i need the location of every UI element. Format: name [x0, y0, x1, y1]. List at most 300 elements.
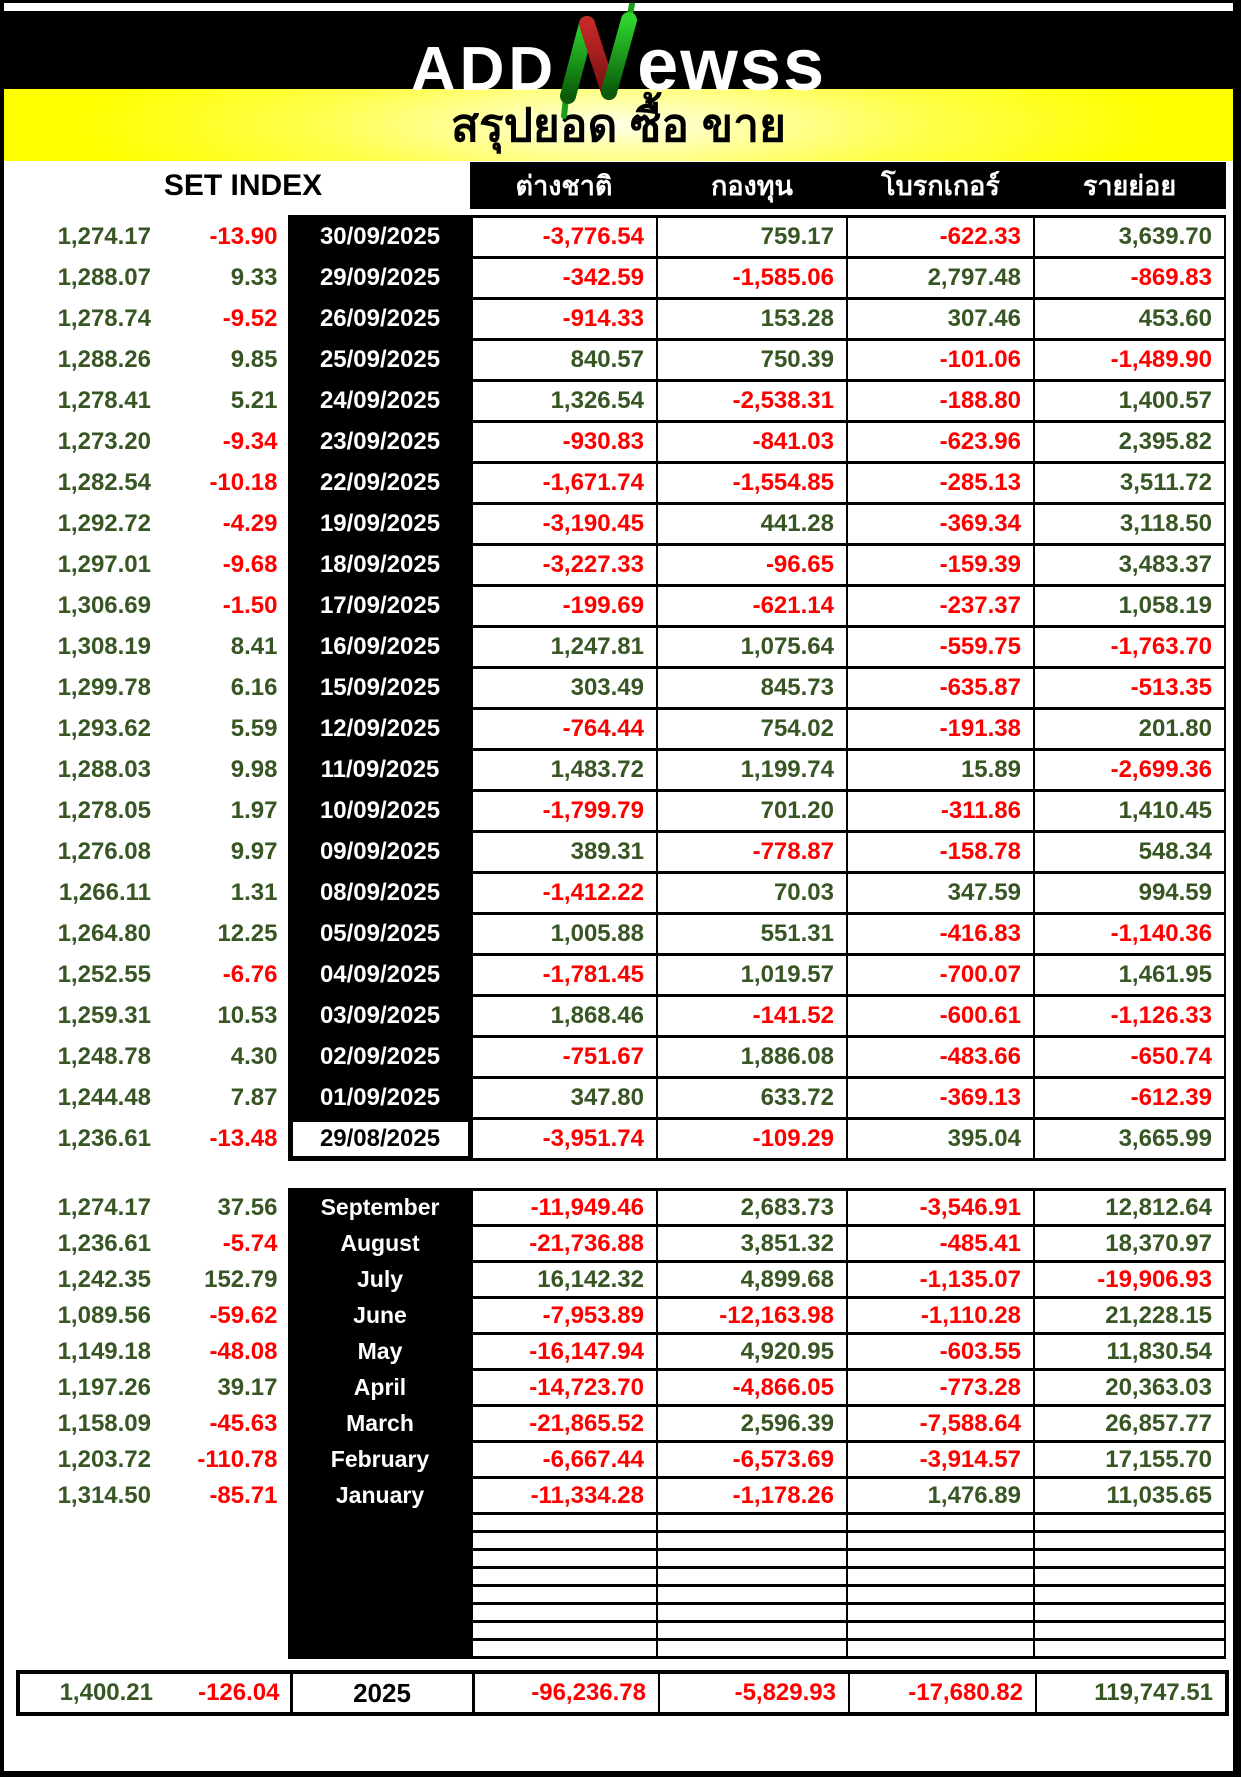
daily-row — [16, 422, 1225, 463]
set-index-value: 1,288.03 — [57, 756, 151, 783]
broker-cell: -237.37 — [847, 586, 1034, 627]
daily-row — [16, 627, 1225, 668]
retail-cell: 17,155.70 — [1034, 1442, 1225, 1478]
daily-row — [16, 381, 1225, 422]
month-cell: July — [289, 1262, 471, 1298]
retail-cell: 1,400.57 — [1034, 381, 1225, 422]
fund-cell: 1,199.74 — [657, 750, 847, 791]
foreign-investor-cell — [471, 1604, 657, 1622]
set-index-value: 1,242.35 — [57, 1265, 151, 1293]
retail-cell: 11,830.54 — [1034, 1334, 1225, 1370]
set-index-change: -110.78 — [197, 1445, 278, 1473]
foreign-investor-cell: 840.57 — [471, 340, 657, 381]
month-cell: February — [289, 1442, 471, 1478]
empty-date-cell — [289, 1514, 471, 1532]
broker-cell: -285.13 — [847, 463, 1034, 504]
candlestick-n-icon — [559, 12, 639, 108]
date-cell: 16/09/2025 — [289, 627, 471, 668]
month-cell: May — [289, 1334, 471, 1370]
daily-row — [16, 504, 1225, 545]
foreign-investor-cell: 1,247.81 — [471, 627, 657, 668]
total-table-body — [18, 1672, 1227, 1714]
set-index-change: 9.97 — [230, 838, 278, 865]
set-index-change: -4.29 — [222, 510, 278, 537]
column-header-retail: รายย่อย — [1034, 163, 1225, 208]
retail-cell: 3,511.72 — [1034, 463, 1225, 504]
broker-cell: -191.38 — [847, 709, 1034, 750]
empty-date-cell — [289, 1640, 471, 1658]
retail-cell: -1,126.33 — [1034, 996, 1225, 1037]
daily-row — [16, 668, 1225, 709]
addnewss-logo — [410, 0, 827, 106]
retail-cell — [1034, 1604, 1225, 1622]
retail-cell — [1034, 1550, 1225, 1568]
fund-cell — [657, 1604, 847, 1622]
empty-row — [16, 1586, 1225, 1604]
retail-cell: 201.80 — [1034, 709, 1225, 750]
broker-cell — [847, 1514, 1034, 1532]
fund-cell: -141.52 — [657, 996, 847, 1037]
broker-cell — [847, 1622, 1034, 1640]
retail-cell: 26,857.77 — [1034, 1406, 1225, 1442]
retail-cell: 3,665.99 — [1034, 1119, 1225, 1160]
foreign-investor-cell: -342.59 — [471, 258, 657, 299]
daily-row — [16, 832, 1225, 873]
set-index-change: -1.50 — [222, 592, 278, 619]
foreign-investor-cell: -3,227.33 — [471, 545, 657, 586]
foreign-investor-cell: -764.44 — [471, 709, 657, 750]
retail-cell: 994.59 — [1034, 873, 1225, 914]
set-index-value: 1,278.05 — [57, 797, 151, 824]
set-index-value — [16, 1604, 161, 1622]
fund-cell: 1,019.57 — [657, 955, 847, 996]
retail-cell: 453.60 — [1034, 299, 1225, 340]
retail-cell: 119,747.51 — [1036, 1672, 1227, 1714]
date-cell: 22/09/2025 — [289, 463, 471, 504]
empty-date-cell — [289, 1568, 471, 1586]
broker-cell: -3,546.91 — [847, 1190, 1034, 1226]
foreign-investor-cell: -3,190.45 — [471, 504, 657, 545]
fund-cell: 441.28 — [657, 504, 847, 545]
set-index-change — [161, 1550, 289, 1568]
date-cell: 29/08/2025 — [289, 1119, 471, 1160]
set-index-value: 1,197.26 — [57, 1373, 151, 1401]
broker-cell: -622.33 — [847, 217, 1034, 258]
date-cell: 09/09/2025 — [289, 832, 471, 873]
set-index-change: 9.98 — [230, 756, 278, 783]
monthly-row — [16, 1190, 1225, 1226]
broker-cell: -603.55 — [847, 1334, 1034, 1370]
set-index-change: 7.87 — [230, 1084, 278, 1111]
fund-cell: 2,683.73 — [657, 1190, 847, 1226]
retail-cell: -612.39 — [1034, 1078, 1225, 1119]
fund-cell: 759.17 — [657, 217, 847, 258]
foreign-investor-cell: 303.49 — [471, 668, 657, 709]
fund-cell: -1,554.85 — [657, 463, 847, 504]
set-index-value: 1,248.78 — [57, 1043, 151, 1070]
set-index-value: 1,266.11 — [58, 879, 151, 906]
broker-cell: -773.28 — [847, 1370, 1034, 1406]
set-index-change: 10.53 — [217, 1002, 278, 1029]
broker-cell: -369.34 — [847, 504, 1034, 545]
month-cell: June — [289, 1298, 471, 1334]
daily-row — [16, 545, 1225, 586]
set-index-value: 1,288.26 — [57, 346, 151, 373]
set-index-value: 1,314.50 — [57, 1481, 151, 1509]
broker-cell: -1,135.07 — [847, 1262, 1034, 1298]
fund-cell: 4,899.68 — [657, 1262, 847, 1298]
set-index-change: -5.74 — [222, 1229, 278, 1257]
empty-row — [16, 1622, 1225, 1640]
fund-cell — [657, 1532, 847, 1550]
foreign-investor-cell: 1,005.88 — [471, 914, 657, 955]
retail-cell: 3,118.50 — [1034, 504, 1225, 545]
set-index-value: 1,278.41 — [57, 387, 151, 414]
broker-cell: 2,797.48 — [847, 258, 1034, 299]
set-index-change: -45.63 — [209, 1409, 278, 1437]
broker-cell: -17,680.82 — [849, 1672, 1036, 1714]
broker-cell: -159.39 — [847, 545, 1034, 586]
broker-cell: -483.66 — [847, 1037, 1034, 1078]
broker-cell: -700.07 — [847, 955, 1034, 996]
monthly-row — [16, 1370, 1225, 1406]
foreign-investor-cell — [471, 1550, 657, 1568]
empty-row — [16, 1532, 1225, 1550]
daily-row — [16, 340, 1225, 381]
monthly-row — [16, 1226, 1225, 1262]
broker-cell: -7,588.64 — [847, 1406, 1034, 1442]
daily-row — [16, 299, 1225, 340]
set-index-value: 1,278.74 — [57, 305, 151, 332]
daily-row — [16, 996, 1225, 1037]
empty-row — [16, 1604, 1225, 1622]
empty-row — [16, 1568, 1225, 1586]
date-cell: 24/09/2025 — [289, 381, 471, 422]
foreign-investor-cell — [471, 1586, 657, 1604]
foreign-investor-cell: -21,736.88 — [471, 1226, 657, 1262]
broker-cell: 15.89 — [847, 750, 1034, 791]
set-index-change: -10.18 — [209, 469, 278, 496]
month-cell: April — [289, 1370, 471, 1406]
empty-date-cell — [289, 1622, 471, 1640]
retail-cell: 12,812.64 — [1034, 1190, 1225, 1226]
set-index-change: 152.79 — [204, 1265, 278, 1293]
set-index-change: 8.41 — [230, 633, 278, 660]
daily-row — [16, 1078, 1225, 1119]
empty-date-cell — [289, 1604, 471, 1622]
fund-cell — [657, 1568, 847, 1586]
foreign-investor-cell: -1,799.79 — [471, 791, 657, 832]
daily-row — [16, 914, 1225, 955]
daily-row — [16, 791, 1225, 832]
year-total-cell: 2025 — [291, 1672, 473, 1714]
broker-cell: -623.96 — [847, 422, 1034, 463]
daily-row — [16, 955, 1225, 996]
date-cell: 08/09/2025 — [289, 873, 471, 914]
fund-cell — [657, 1640, 847, 1658]
fund-cell: -109.29 — [657, 1119, 847, 1160]
foreign-investor-cell: -930.83 — [471, 422, 657, 463]
monthly-row — [16, 1478, 1225, 1514]
set-index-change: -85.71 — [209, 1481, 278, 1509]
fund-cell: 1,886.08 — [657, 1037, 847, 1078]
date-cell: 01/09/2025 — [289, 1078, 471, 1119]
broker-cell: -600.61 — [847, 996, 1034, 1037]
broker-cell: -3,914.57 — [847, 1442, 1034, 1478]
fund-cell: 153.28 — [657, 299, 847, 340]
foreign-investor-cell: -6,667.44 — [471, 1442, 657, 1478]
set-index-value: 1,089.56 — [57, 1301, 151, 1329]
foreign-investor-cell: -3,951.74 — [471, 1119, 657, 1160]
month-cell: January — [289, 1478, 471, 1514]
daily-row — [16, 709, 1225, 750]
retail-cell: 1,058.19 — [1034, 586, 1225, 627]
fund-cell: 1,075.64 — [657, 627, 847, 668]
date-cell: 23/09/2025 — [289, 422, 471, 463]
empty-date-cell — [289, 1586, 471, 1604]
set-index-change — [161, 1640, 289, 1658]
daily-row — [16, 463, 1225, 504]
fund-cell: -96.65 — [657, 545, 847, 586]
set-index-change: 9.33 — [230, 264, 278, 291]
set-index-value — [16, 1514, 161, 1532]
set-index-change: 12.25 — [217, 920, 278, 947]
retail-cell: -1,763.70 — [1034, 627, 1225, 668]
set-index-change: 9.85 — [230, 346, 278, 373]
retail-cell — [1034, 1514, 1225, 1532]
page-title: สรุปยอด ซื้อ ขาย — [450, 99, 787, 151]
broker-cell: 347.59 — [847, 873, 1034, 914]
date-cell: 18/09/2025 — [289, 545, 471, 586]
retail-cell: 548.34 — [1034, 832, 1225, 873]
fund-cell: -6,573.69 — [657, 1442, 847, 1478]
foreign-investor-cell — [471, 1640, 657, 1658]
set-index-change: 5.59 — [230, 715, 278, 742]
daily-row — [16, 1119, 1225, 1160]
set-index-change — [161, 1532, 289, 1550]
set-index-value — [16, 1550, 161, 1568]
fund-cell: 633.72 — [657, 1078, 847, 1119]
broker-cell: -1,110.28 — [847, 1298, 1034, 1334]
foreign-investor-cell — [471, 1568, 657, 1586]
set-index-change: 5.21 — [230, 387, 278, 414]
set-index-change: 1.31 — [230, 879, 278, 906]
set-index-change: -59.62 — [209, 1301, 278, 1329]
daily-row — [16, 873, 1225, 914]
table-area — [4, 162, 1233, 1716]
foreign-investor-cell: -3,776.54 — [471, 217, 657, 258]
logo-text-add: ADD — [410, 35, 558, 104]
monthly-row — [16, 1298, 1225, 1334]
foreign-investor-cell: 1,868.46 — [471, 996, 657, 1037]
foreign-investor-cell: -1,781.45 — [471, 955, 657, 996]
set-index-value: 1,400.21 — [59, 1679, 153, 1706]
month-cell: March — [289, 1406, 471, 1442]
fund-cell: -1,585.06 — [657, 258, 847, 299]
fund-cell: 750.39 — [657, 340, 847, 381]
retail-cell — [1034, 1586, 1225, 1604]
set-index-change: 39.17 — [217, 1373, 278, 1401]
retail-cell — [1034, 1568, 1225, 1586]
fund-cell: 701.20 — [657, 791, 847, 832]
monthly-table-body — [16, 1190, 1225, 1658]
set-index-value — [16, 1640, 161, 1658]
retail-cell: 3,639.70 — [1034, 217, 1225, 258]
date-cell: 03/09/2025 — [289, 996, 471, 1037]
set-index-value: 1,276.08 — [57, 838, 151, 865]
retail-cell: -869.83 — [1034, 258, 1225, 299]
date-cell: 26/09/2025 — [289, 299, 471, 340]
empty-date-cell — [289, 1532, 471, 1550]
retail-cell — [1034, 1622, 1225, 1640]
foreign-investor-cell: -16,147.94 — [471, 1334, 657, 1370]
set-index-value: 1,273.20 — [57, 428, 151, 455]
broker-cell — [847, 1532, 1034, 1550]
daily-row — [16, 217, 1225, 258]
fund-cell: 551.31 — [657, 914, 847, 955]
broker-cell: -158.78 — [847, 832, 1034, 873]
broker-cell: -485.41 — [847, 1226, 1034, 1262]
set-index-value: 1,288.07 — [57, 264, 151, 291]
set-index-value: 1,264.80 — [57, 920, 151, 947]
retail-cell: -2,699.36 — [1034, 750, 1225, 791]
date-cell: 10/09/2025 — [289, 791, 471, 832]
monthly-row — [16, 1442, 1225, 1478]
date-cell: 25/09/2025 — [289, 340, 471, 381]
broker-cell: 307.46 — [847, 299, 1034, 340]
header-row-tr — [16, 163, 1225, 208]
broker-cell: -369.13 — [847, 1078, 1034, 1119]
daily-table-body — [16, 217, 1225, 1160]
fund-cell: 2,596.39 — [657, 1406, 847, 1442]
daily-row — [16, 586, 1225, 627]
set-index-change: 6.16 — [230, 674, 278, 701]
date-cell: 19/09/2025 — [289, 504, 471, 545]
foreign-investor-cell — [471, 1532, 657, 1550]
set-index-value: 1,149.18 — [57, 1337, 151, 1365]
fund-cell: -778.87 — [657, 832, 847, 873]
empty-row — [16, 1514, 1225, 1532]
retail-cell: 1,410.45 — [1034, 791, 1225, 832]
broker-cell — [847, 1550, 1034, 1568]
broker-cell — [847, 1640, 1034, 1658]
date-cell: 02/09/2025 — [289, 1037, 471, 1078]
retail-cell: 18,370.97 — [1034, 1226, 1225, 1262]
set-index-change: 1.97 — [230, 797, 278, 824]
set-index-value: 1,293.62 — [57, 715, 151, 742]
monthly-row — [16, 1334, 1225, 1370]
foreign-investor-cell: 389.31 — [471, 832, 657, 873]
monthly-table — [16, 1188, 1226, 1659]
fund-cell: -4,866.05 — [657, 1370, 847, 1406]
set-index-value: 1,299.78 — [57, 674, 151, 701]
column-header-foreign: ต่างชาติ — [471, 163, 657, 208]
fund-cell: -5,829.93 — [659, 1672, 849, 1714]
retail-cell: -650.74 — [1034, 1037, 1225, 1078]
broker-cell: 395.04 — [847, 1119, 1034, 1160]
fund-cell — [657, 1550, 847, 1568]
foreign-investor-cell: -1,412.22 — [471, 873, 657, 914]
foreign-investor-cell: -1,671.74 — [471, 463, 657, 504]
daily-table — [16, 215, 1226, 1161]
set-index-value: 1,252.55 — [57, 961, 151, 988]
foreign-investor-cell: -751.67 — [471, 1037, 657, 1078]
set-index-change — [161, 1568, 289, 1586]
set-index-value — [16, 1568, 161, 1586]
daily-row — [16, 258, 1225, 299]
date-cell: 04/09/2025 — [289, 955, 471, 996]
set-index-value: 1,158.09 — [57, 1409, 151, 1437]
empty-date-cell — [289, 1550, 471, 1568]
retail-cell: -1,489.90 — [1034, 340, 1225, 381]
retail-cell: 2,395.82 — [1034, 422, 1225, 463]
date-cell: 15/09/2025 — [289, 668, 471, 709]
fund-cell: -841.03 — [657, 422, 847, 463]
month-cell: August — [289, 1226, 471, 1262]
retail-cell — [1034, 1640, 1225, 1658]
monthly-row — [16, 1262, 1225, 1298]
fund-cell: 70.03 — [657, 873, 847, 914]
set-index-header: SET INDEX — [16, 163, 471, 208]
set-index-value: 1,274.17 — [57, 223, 151, 250]
set-index-value: 1,292.72 — [57, 510, 151, 537]
set-index-value: 1,308.19 — [57, 633, 151, 660]
retail-cell: 3,483.37 — [1034, 545, 1225, 586]
broker-cell: -635.87 — [847, 668, 1034, 709]
foreign-investor-cell: 1,326.54 — [471, 381, 657, 422]
broker-cell: -311.86 — [847, 791, 1034, 832]
set-index-change: -13.48 — [209, 1125, 278, 1152]
set-index-change: -9.34 — [222, 428, 278, 455]
broker-cell: 1,476.89 — [847, 1478, 1034, 1514]
fund-cell: -621.14 — [657, 586, 847, 627]
foreign-investor-cell — [471, 1514, 657, 1532]
set-index-change: -126.04 — [198, 1679, 280, 1706]
set-index-change: -13.90 — [209, 223, 278, 250]
set-index-value: 1,297.01 — [57, 551, 151, 578]
monthly-row — [16, 1406, 1225, 1442]
set-index-value — [16, 1532, 161, 1550]
set-index-change — [161, 1586, 289, 1604]
set-index-value: 1,282.54 — [57, 469, 151, 496]
broker-cell: -188.80 — [847, 381, 1034, 422]
retail-cell — [1034, 1532, 1225, 1550]
set-index-value: 1,236.61 — [57, 1125, 151, 1152]
date-cell: 11/09/2025 — [289, 750, 471, 791]
set-index-value: 1,203.72 — [57, 1445, 151, 1473]
retail-cell: -19,906.93 — [1034, 1262, 1225, 1298]
total-row — [18, 1672, 1227, 1714]
date-cell: 05/09/2025 — [289, 914, 471, 955]
fund-cell: 754.02 — [657, 709, 847, 750]
broker-cell: -559.75 — [847, 627, 1034, 668]
daily-row — [16, 750, 1225, 791]
header-row — [16, 162, 1226, 209]
foreign-investor-cell: -96,236.78 — [473, 1672, 659, 1714]
foreign-investor-cell: -14,723.70 — [471, 1370, 657, 1406]
set-index-value: 1,236.61 — [57, 1229, 151, 1257]
logo-band — [4, 11, 1233, 106]
set-index-change: -48.08 — [209, 1337, 278, 1365]
foreign-investor-cell: -199.69 — [471, 586, 657, 627]
month-cell: September — [289, 1190, 471, 1226]
foreign-investor-cell — [471, 1622, 657, 1640]
set-index-change: -9.68 — [222, 551, 278, 578]
set-index-change: 4.30 — [230, 1043, 278, 1070]
column-header-broker: โบรกเกอร์ — [847, 163, 1034, 208]
broker-cell: -416.83 — [847, 914, 1034, 955]
fund-cell: -2,538.31 — [657, 381, 847, 422]
